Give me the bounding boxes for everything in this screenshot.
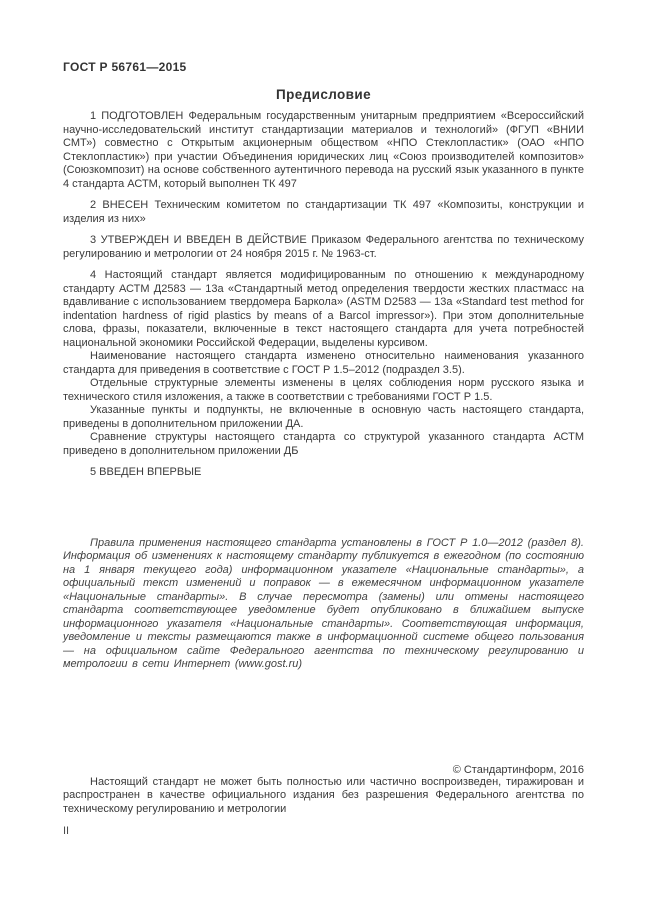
foreword-paragraph-5: 5 ВВЕДЕН ВПЕРВЫЕ [90,466,202,478]
restriction-notice: Настоящий стандарт не может быть полностью или частично воспроизведен, тиражирован и распространен в качестве официального издания без разрешения Федерального агентства по техническому регулированию и метрологии [63,775,584,815]
page-title: Предисловие [276,87,371,102]
foreword-subparagraph-3: Указанные пункты и подпункты, не включенные в основную часть настоящего стандарта, приведены в дополнительном приложении ДА. [63,404,584,430]
legal-notice-section [63,537,584,672]
foreword-paragraph-4: 4 Настоящий стандарт является модифицированным по отношению к международному стандарту АСТМ Д2583 — 13а «Стандартный метод определения твердости жестких пластмасс на вдавливание с использованием твердомера Баркола» (ASTM D2583 — 13a «Standard test method for indentation hardness of rigid plastics by means of a Barcol impressor»). При этом дополнительные слова, фразы, показатели, включенные в текст настоящего стандарта для учета потребностей национальной экономики Российской Федерации, выделены курсивом. [63,269,584,349]
foreword-paragraph-3: 3 УТВЕРЖДЕН И ВВЕДЕН В ДЕЙСТВИЕ Приказом Федерального агентства по техническому регулированию и метрологии от 24 ноября 2015 г. № 1963-ст. [63,234,584,260]
foreword-section [63,110,584,480]
page-number: II [63,825,70,837]
foreword-subparagraph-2: Отдельные структурные элементы изменены в целях соблюдения норм русского языка и технического стиля изложения, а также в соответствии с требованиями ГОСТ Р 1.5. [63,377,584,403]
legal-notice-text: Правила применения настоящего стандарта установлены в ГОСТ Р 1.0—2012 (раздел 8). Информация об изменениях к настоящему стандарту публикуется в ежегодном (по состоянию на 1 января текущего года) информационном указателе «Национальные стандарты», а официальный текст изменений и поправок — в ежемесячном информационном указателе «Национальные стандарты». В случае пересмотра (замены) или отмены настоящего стандарта соответствующее уведомление будет опубликовано в ближайшем выпуске информационного указателя «Национальные стандарты». Соответствующая информация, уведомление и тексты размещаются также в информационной системе общего пользования — на официальном сайте Федерального агентства по техническому регулированию и метрологии в сети Интернет (www.gost.ru) [63,536,584,670]
foreword-paragraph-2: 2 ВНЕСЕН Техническим комитетом по стандартизации ТК 497 «Композиты, конструкции и изделия из них» [63,199,584,225]
foreword-paragraph-1: 1 ПОДГОТОВЛЕН Федеральным государственным унитарным предприятием «Всероссийский научно-исследовательский институт стандартизации материалов и технологий» (ФГУП «ВНИИ СМТ») совместно с Открытым акционерным обществом «НПО Стеклопластик» (ОАО «НПО Стеклопластик») при участии Объединения юридических лиц «Союз производителей композитов» (Союзкомпозит) на основе собственного аутентичного перевода на русский язык указанного в пункте 4 стандарта АСТМ, который выполнен ТК 497 [63,110,584,190]
copyright-line: © Стандартинформ, 2016 [452,763,584,776]
doc-code: ГОСТ Р 56761—2015 [63,60,187,74]
foreword-subparagraph-1: Наименование настоящего стандарта изменено относительно наименования указанного стандарта для приведения в соответствие с ГОСТ Р 1.5–2012 (подраздел 3.5). [63,350,584,376]
foreword-subparagraph-4: Сравнение структуры настоящего стандарта со структурой указанного стандарта АСТМ приведено в дополнительном приложении ДБ [63,431,584,457]
